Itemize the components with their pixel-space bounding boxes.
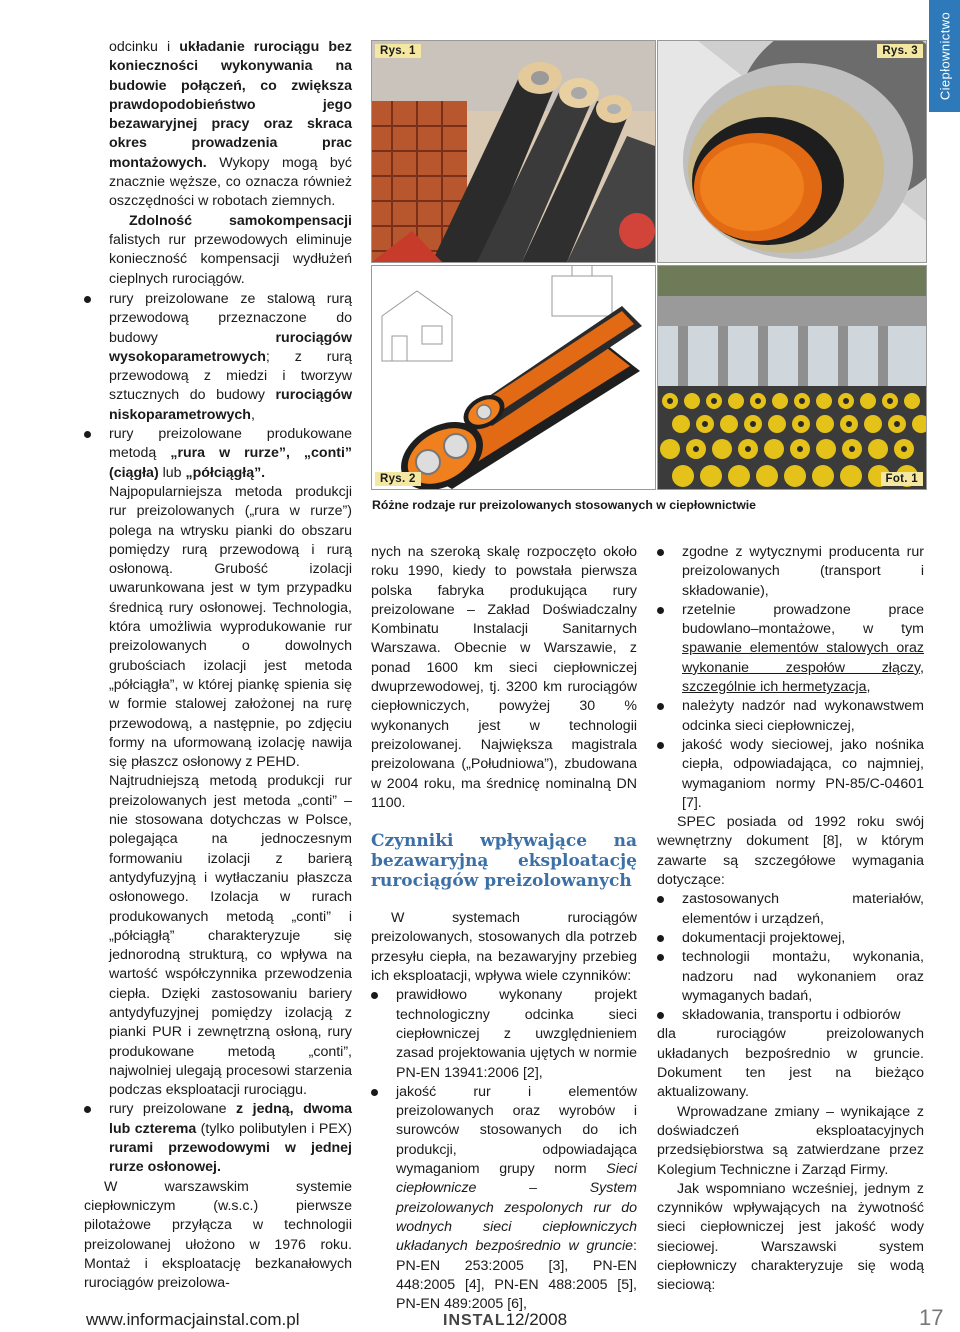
issue-number: 12/2008 [505,1310,568,1329]
list-item: rzetelnie prowadzone prace budowlano–montażowe, w tym spawanie elementów stalowych oraz wykonanie zespołów złączy, szczególnie ich hermetyzacja, [657,601,924,697]
list-item: składowania, transportu i odbiorów [657,1006,924,1025]
list-item: zgodne z wytycznymi producenta rur preizolowanych (transport i składowanie), [657,543,924,601]
list-item: rury preizolowane ze stalową rurą przewodową przeznaczone do budowy rurociągów wysokoparametrowych; z rurą przewodową z miedzi i tworzyw sztucznych do budowy rurociągów niskoparametrowych, [84,290,352,425]
paragraph: Najpopularniejsza metoda produkcji rur preizolowanych („rura w rurze”) polega na wtrysku pianki do obszaru pomiędzy rurą przewodową i rurą osłonową. Grubość izolacji uwarunkowana jest w tym przypadku średnicą rury osłonowej. Technologia, która umożliwia wyprodukowanie rur preizolowanych o dowolnych grubościach izolacji jest metoda „półciągła”, w której piankę spienia się w formie stalowej założonej na rurę przewodową, a następnie, po zdjęciu formy na uformowaną izolację nawija się płaszcz osłonowy z PEHD. [109,483,352,771]
paragraph: W systemach rurociągów preizolowanych, stosowanych dla potrzeb przesyłu ciepła, na bezawaryjny przebieg ich eksploatacji, wpływa wiele czynników: [371,910,637,985]
figure-rys1 [371,40,656,263]
figure-label-rys2: Rys. 2 [375,472,421,486]
list-item: jakość rur i elementów preizolowanych oraz wyrobów i surowców stosowanych do ich produkcji, odpowiadająca wymaganiom grupy norm Sieci ciepłownicze – System preizolowanych zespolonych rur do wodnych sieci ciepłowniczych układanych bezpośrednio w gruncie: PN-EN 253:2005 [3], PN-EN 448:2005 [4], PN-EN 488:2005 [5], PN-EN 489:2005 [6], [371,1083,637,1315]
figure-rys2 [371,265,656,490]
text-column-1 [109,38,352,289]
instal-logo: INSTAL [443,1312,506,1329]
list-item: rury preizolowane z jedną, dwoma lub czterema (tylko polibutylen i PEX) rurami przewodowymi w jednej rurze osłonowej. [84,1100,352,1177]
paragraph: odcinku i układanie rurociągu bez konieczności wykonywania na budowie połączeń, co zwiększa prawdopodobieństwo jego bezawaryjnej pracy oraz skraca okres prowadzenia prac montażowych. Wykopy mogą być znacznie węższe, co oznacza również oszczędności w robotach ziemnych. [109,39,352,210]
figures-caption: Różne rodzaje rur preizolowanych stosowanych w ciepłownictwie [372,498,757,512]
list-item: zastosowanych materiałów, elementów i urządzeń, [657,890,924,929]
figure-label-rys3: Rys. 3 [877,44,923,58]
figure-label-fot1: Fot. 1 [881,472,923,486]
paragraph: Zdolność samokompensacji falistych rur przewodowych eliminuje konieczność kompensacji wydłużeń cieplnych rurociągów. [109,212,352,287]
paragraph: Najtrudniejszą metodą produkcji rur preizolowanych jest metoda „conti” – nie stosowana dotychczas w Polsce, polegająca na jednoczesnym formowaniu izolacji z barierą antydyfuzyjną i wytłaczaniu płaszcza osłonowego. Izolacja w rurach produkowanych metodą „conti” i „półciągłą” charakteryzuje się jednorodną strukturą, co wpływa na wartość współczynnika przewodzenia ciepła. Dzięki zastosowaniu bariery antydyfuzyjnej pomiędzy izolacją z pianki PUR i zewnętrzną osłoną, rury produkowane metodą „conti”, najwolniej ulegają procesowi starzenia podczas eksploatacji rurociągu. [109,773,352,1099]
list-item: technologii montażu, wykonania, nadzoru nad wykonaniem oraz wymaganych badań, [657,948,924,1006]
list-item: jakość wody sieciowej, jako nośnika ciepła, odpowiadająca, co najmniej, wymaganiom normy PN-85/C-04601 [7]. [657,736,924,813]
twin-pipe-illustration-image [372,266,655,489]
text-column-1-list [84,290,352,1293]
paragraph: W warszawskim systemie ciepłowniczym (w.s.c.) pierwsze pilotażowe przyłącza w technologii preizolowanej ułożono w 1976 roku. Montaż i eksploatację bezkanałowych rurociągów preizolowa- [84,1178,352,1292]
paragraph: SPEC posiada od 1992 roku swój wewnętrzny dokument [8], w którym zawarte są szczegółowe wymagania dotyczące: [657,814,924,889]
figure-fot1 [657,265,927,490]
list-item: należyty nadzór nad wykonawstwem odcinka sieci ciepłowniczej, [657,697,924,736]
website-link[interactable]: www.informacjainstal.com.pl [86,1310,300,1329]
list-item: dokumentacji projektowej, [657,929,924,948]
list-item: rury preizolowane produkowane metodą „rura w rurze”, „conti” (ciągła) lub „półciągłą”. [84,425,352,483]
section-side-tab [929,0,960,112]
figure-rys3 [657,40,927,263]
paragraph: nych na szeroką skalę rozpoczęto około roku 1990, kiedy to powstała pierwsza polska fabryka produkująca rury preizolowane – Zakład Doświadczalny Kombinatu Instalacji Sanitarnych Warszawa. Obecnie w Warszawie, z ponad 1600 km sieci ciepłowniczej dwuprzewodowej, tj. 3200 km rurociągów ciepłowniczych, powyżej 30 % wykonanych jest w technologii preizolowanej. Największa magistrala preizolowana („Południowa”), zbudowana w 2004 roku, ma średnicę nominalną DN 1100. [371,544,637,811]
paragraph: Wprowadzane zmiany – wynikające z doświadczeń eksploatacyjnych przedsiębiorstwa są zatwierdzane przez Kolegium Techniczne i Zarząd Firmy. [657,1103,924,1178]
magazine-issue [443,1310,567,1330]
section-heading: Czynniki wpływające na bezawaryjną eksploatację rurociągów preizolowanych [371,831,637,892]
pipe-cross-section-image [658,41,926,262]
text-column-2 [371,543,637,1314]
pipe-storage-yard-photo [658,266,926,489]
text-column-3 [657,543,924,1296]
section-side-tab-label: Ciepłownictwo [937,11,952,101]
paragraph: dla rurociągów preizolowanych układanych bezpośrednio w gruncie. Dokument ten jest na bieżąco aktualizowany. [657,1026,924,1101]
preinsulated-pipes-factory-image [372,41,655,262]
list-item: prawidłowo wykonany projekt technologiczny odcinka sieci ciepłowniczej z uwzględnieniem zasad projektowania ujętych w normie PN-EN 13941:2006 [2], [371,986,637,1082]
paragraph: Jak wspomniano wcześniej, jednym z czynników wpływających na żywotność sieci ciepłowniczej jest jakość wody sieciowej. Warszawski system ciepłowniczy charakteryzuje się wodą sieciową: [657,1180,924,1294]
page-number: 17 [919,1305,944,1330]
figure-label-rys1: Rys. 1 [375,44,421,58]
